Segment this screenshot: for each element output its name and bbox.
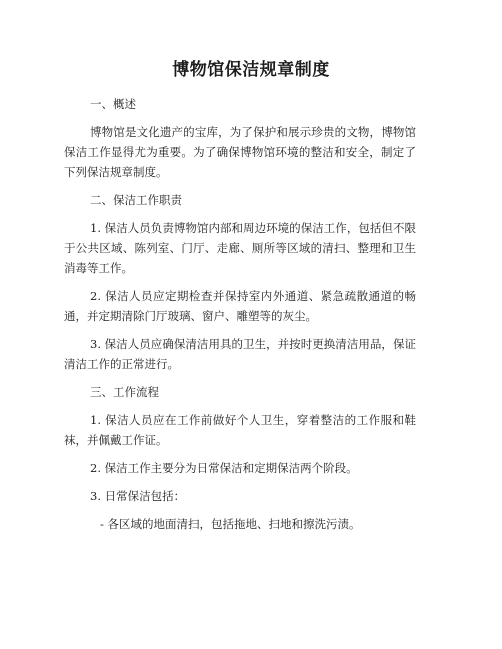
paragraph: 1. 保洁人员应在工作前做好个人卫生，穿着整洁的工作服和鞋袜，并佩戴工作证。 [64, 413, 416, 447]
section-heading-overview: 一、概述 [90, 97, 136, 111]
section-heading-duties: 二、保洁工作职责 [90, 193, 182, 207]
paragraph: 2. 保洁人员应定期检查并保持室内外通道、紧急疏散通道的畅通，并定期清除门厅玻璃、窗户、雕塑等的灰尘。 [64, 289, 416, 323]
paragraph: 3. 日常保洁包括： [90, 489, 186, 503]
paragraph: 2. 保洁工作主要分为日常保洁和定期保洁两个阶段。 [90, 461, 358, 475]
document-body [64, 94, 416, 542]
section-heading-workflow: 三、工作流程 [90, 385, 159, 399]
paragraph: 博物馆是文化遗产的宝库，为了保护和展示珍贵的文物，博物馆保洁工作显得尤为重要。为了确保博物馆环境的整洁和安全，制定了下列保洁规章制度。 [64, 125, 416, 179]
list-item: - 各区域的地面清扫，包括拖地、扫地和擦洗污渍。 [100, 517, 361, 531]
document-title: 博物馆保洁规章制度 [172, 60, 330, 80]
paragraph: 3. 保洁人员应确保清洁用具的卫生，并按时更换清洁用品，保证清洁工作的正常进行。 [64, 337, 416, 371]
paragraph: 1. 保洁人员负责博物馆内部和周边环境的保洁工作，包括但不限于公共区域、陈列室、门厅、走廊、厕所等区域的清扫、整理和卫生消毒等工作。 [64, 221, 416, 275]
